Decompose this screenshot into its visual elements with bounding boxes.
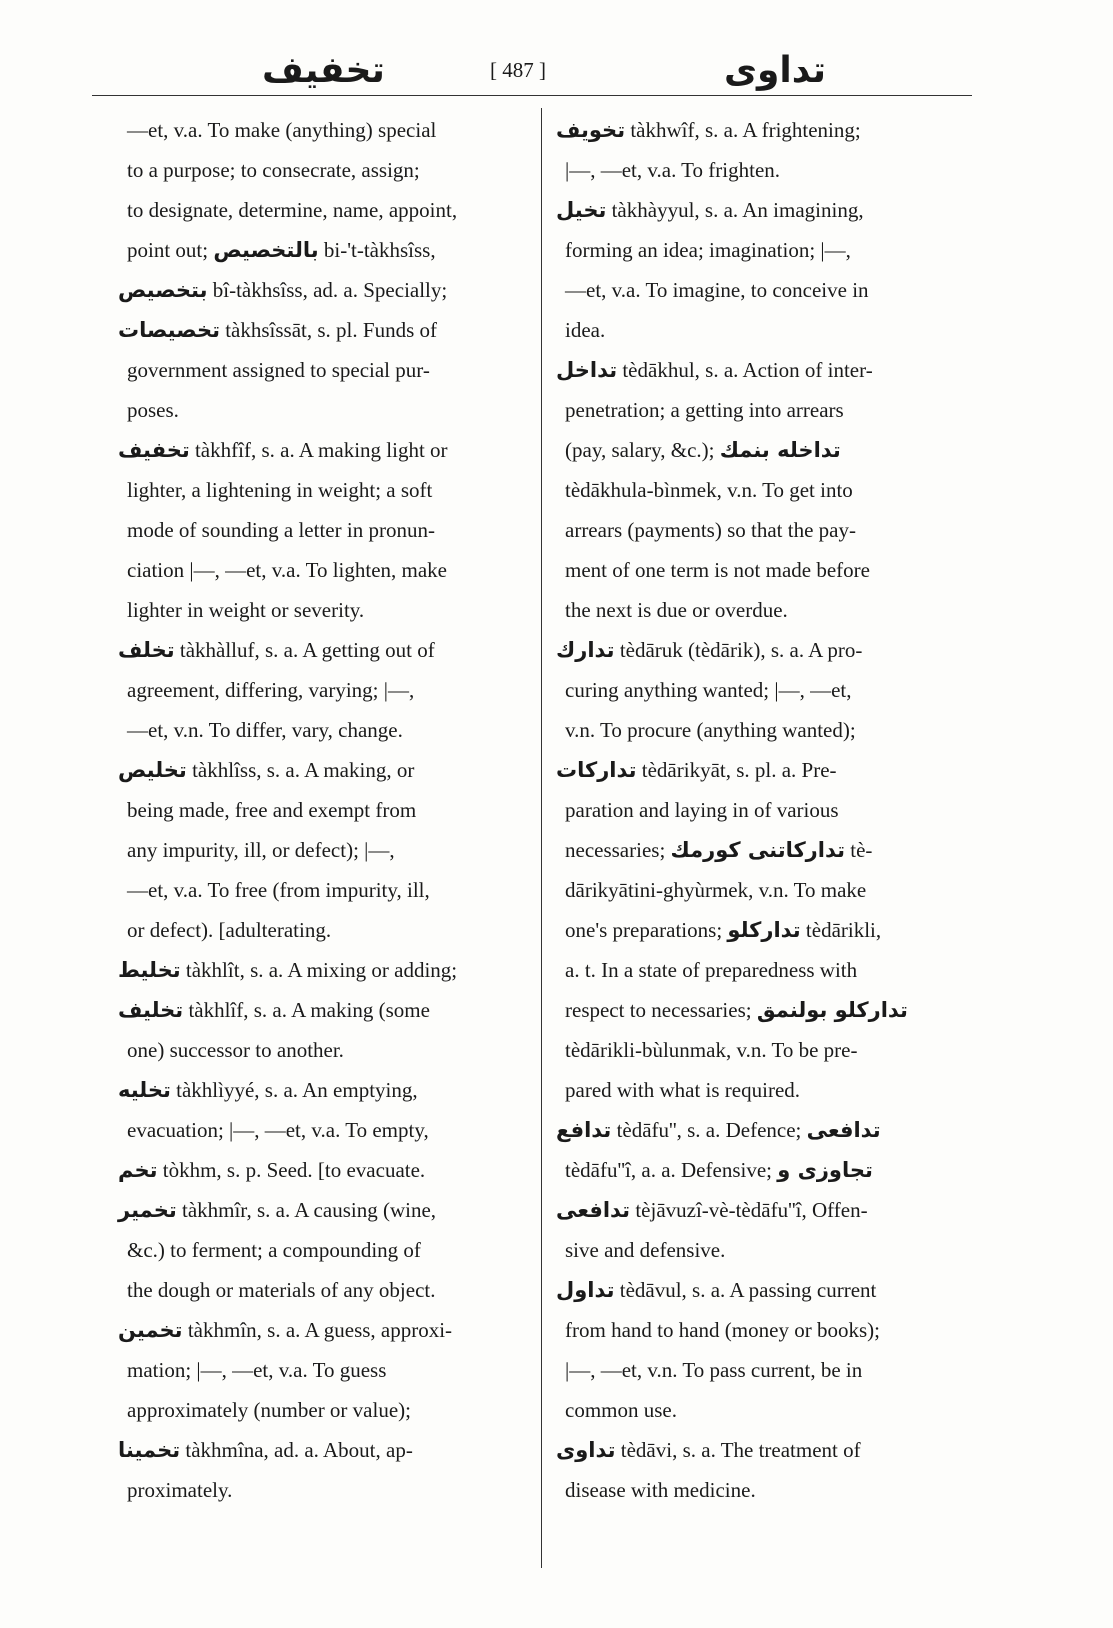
entry-text: the next is due or overdue.: [565, 598, 788, 622]
entry-text: ciation |—, —et, v.a. To lighten, make: [127, 558, 447, 582]
arabic-term: تخويف: [556, 118, 626, 142]
entry-text: poses.: [127, 398, 179, 422]
entry-text: necessaries;: [565, 838, 671, 862]
left-column-line: [118, 1270, 530, 1310]
left-column-line: [118, 1470, 530, 1510]
arabic-term: بالتخصيص: [213, 238, 319, 262]
left-column-line: [118, 270, 530, 310]
arabic-term: تداخل: [556, 358, 618, 382]
left-column-line: [118, 1390, 530, 1430]
left-column-line: [118, 1350, 530, 1390]
right-column-line: [556, 1230, 976, 1270]
entry-text: agreement, differing, varying; |—,: [127, 678, 415, 702]
left-column-line: [118, 710, 530, 750]
arabic-term: تخليه: [118, 1078, 171, 1102]
arabic-term: تدافعى: [556, 1198, 631, 1222]
entry-text: paration and laying in of various: [565, 798, 839, 822]
arabic-term: تداركلو بولنمق: [756, 998, 908, 1022]
entry-text: tòkhm, s. p. Seed. [to evacuate.: [157, 1158, 426, 1182]
arabic-term: تجاوزى و: [777, 1158, 873, 1182]
left-column-line: [118, 830, 530, 870]
entry-text: tàkhwîf, s. a. A frightening;: [625, 118, 861, 142]
entry-text: the dough or materials of any object.: [127, 1278, 436, 1302]
entry-text: tèdāfu''î, a. a. Defensive;: [565, 1158, 778, 1182]
entry-text: —et, v.a. To make (anything) special: [127, 118, 437, 142]
entry-text: one's preparations;: [565, 918, 728, 942]
header-rule: [92, 95, 972, 96]
right-column-line: [556, 270, 976, 310]
entry-text: tàkhlîss, s. a. A making, or: [186, 758, 415, 782]
entry-text: evacuation; |—, —et, v.a. To empty,: [127, 1118, 429, 1142]
left-column: [118, 110, 530, 1510]
entry-text: disease with medicine.: [565, 1478, 756, 1502]
left-column-line: [118, 470, 530, 510]
right-column-line: [556, 870, 976, 910]
left-column-line: [118, 790, 530, 830]
entry-text: penetration; a getting into arrears: [565, 398, 844, 422]
arabic-term: تخفيف: [118, 438, 190, 462]
right-column-line: [556, 1110, 976, 1150]
left-column-line: [118, 870, 530, 910]
arabic-term: تداركلو: [727, 918, 801, 942]
right-column-line: [556, 470, 976, 510]
left-column-line: [118, 1430, 530, 1470]
entry-text: bî-tàkhsîss, ad. a. Specially;: [207, 278, 448, 302]
left-column-line: [118, 1070, 530, 1110]
entry-text: tè-: [845, 838, 873, 862]
left-column-line: [118, 1150, 530, 1190]
entry-text: tèdāfu'', s. a. Defence;: [611, 1118, 807, 1142]
entry-text: tèdāvul, s. a. A passing current: [614, 1278, 877, 1302]
left-column-line: [118, 550, 530, 590]
entry-text: curing anything wanted; |—, —et,: [565, 678, 852, 702]
right-column-line: [556, 230, 976, 270]
right-column-line: [556, 110, 976, 150]
right-column-line: [556, 1190, 976, 1230]
right-running-headword: تداوى: [724, 50, 827, 91]
right-column-line: [556, 1150, 976, 1190]
right-column-line: [556, 1430, 976, 1470]
left-column-line: [118, 230, 530, 270]
entry-text: —et, v.a. To free (from impurity, ill,: [127, 878, 430, 902]
left-column-line: [118, 910, 530, 950]
left-column-line: [118, 150, 530, 190]
left-column-line: [118, 1030, 530, 1070]
arabic-term: تخلف: [118, 638, 175, 662]
right-column-line: [556, 350, 976, 390]
entry-text: tèdākhul, s. a. Action of inter-: [617, 358, 873, 382]
entry-text: to a purpose; to consecrate, assign;: [127, 158, 420, 182]
right-column-line: [556, 1070, 976, 1110]
right-column-line: [556, 390, 976, 430]
arabic-term: تخليط: [118, 958, 181, 982]
entry-text: tàkhlît, s. a. A mixing or adding;: [180, 958, 458, 982]
entry-text: tàkhmîn, s. a. A guess, approxi-: [182, 1318, 453, 1342]
entry-text: pared with what is required.: [565, 1078, 801, 1102]
right-column-line: [556, 430, 976, 470]
page-header: [0, 50, 1113, 100]
right-column-line: [556, 510, 976, 550]
entry-text: respect to necessaries;: [565, 998, 757, 1022]
entry-text: a. t. In a state of preparedness with: [565, 958, 858, 982]
left-column-line: [118, 670, 530, 710]
entry-text: |—, —et, v.a. To frighten.: [565, 158, 781, 182]
entry-text: one) successor to another.: [127, 1038, 344, 1062]
left-column-line: [118, 990, 530, 1030]
right-column-line: [556, 1270, 976, 1310]
right-column-line: [556, 310, 976, 350]
entry-text: tàkhlîf, s. a. A making (some: [183, 998, 430, 1022]
arabic-term: تداخله بنمك: [719, 438, 841, 462]
left-column-line: [118, 1110, 530, 1150]
right-column-line: [556, 630, 976, 670]
arabic-term: تداول: [556, 1278, 615, 1302]
left-column-line: [118, 630, 530, 670]
right-column-line: [556, 1390, 976, 1430]
page-number: [ 487 ]: [490, 58, 546, 82]
entry-text: common use.: [565, 1398, 677, 1422]
right-column-line: [556, 910, 976, 950]
right-column-line: [556, 1350, 976, 1390]
right-column-line: [556, 670, 976, 710]
entry-text: mode of sounding a letter in pronun-: [127, 518, 435, 542]
entry-text: tàkhsîssāt, s. pl. Funds of: [219, 318, 437, 342]
entry-text: government assigned to special pur-: [127, 358, 430, 382]
right-column-line: [556, 790, 976, 830]
right-column-line: [556, 1310, 976, 1350]
entry-text: arrears (payments) so that the pay-: [565, 518, 856, 542]
entry-text: from hand to hand (money or books);: [565, 1318, 880, 1342]
entry-text: tàkhmîna, ad. a. About, ap-: [180, 1438, 413, 1462]
right-column-line: [556, 1470, 976, 1510]
right-column-line: [556, 830, 976, 870]
entry-text: bi-'t-tàkhsîss,: [318, 238, 436, 262]
entry-text: &c.) to ferment; a compounding of: [127, 1238, 421, 1262]
right-column: [556, 110, 976, 1510]
column-divider: [541, 108, 542, 1568]
arabic-term: تخليص: [118, 758, 187, 782]
left-column-line: [118, 1230, 530, 1270]
right-column-line: [556, 990, 976, 1030]
left-column-line: [118, 950, 530, 990]
right-column-line: [556, 950, 976, 990]
arabic-term: تخليف: [118, 998, 184, 1022]
entry-text: tèdākhula-bìnmek, v.n. To get into: [565, 478, 853, 502]
arabic-term: تخم: [118, 1158, 158, 1182]
entry-text: idea.: [565, 318, 606, 342]
entry-text: tàkhmîr, s. a. A causing (wine,: [176, 1198, 437, 1222]
entry-text: v.n. To procure (anything wanted);: [565, 718, 856, 742]
arabic-term: تخيل: [556, 198, 607, 222]
arabic-term: تدافع: [556, 1118, 612, 1142]
arabic-term: تخمين: [118, 1318, 183, 1342]
arabic-term: تداوى: [556, 1438, 616, 1462]
left-column-line: [118, 350, 530, 390]
entry-text: to designate, determine, name, appoint,: [127, 198, 458, 222]
entry-text: tèdāvi, s. a. The treatment of: [615, 1438, 861, 1462]
left-column-line: [118, 590, 530, 630]
entry-text: forming an idea; imagination; |—,: [565, 238, 851, 262]
entry-text: tèdārikli,: [800, 918, 882, 942]
arabic-term: تداركاتنى كورمك: [670, 838, 845, 862]
left-column-line: [118, 430, 530, 470]
right-column-line: [556, 710, 976, 750]
entry-text: point out;: [127, 238, 214, 262]
arabic-term: تدارك: [556, 638, 615, 662]
left-column-line: [118, 190, 530, 230]
right-column-line: [556, 1030, 976, 1070]
left-column-line: [118, 750, 530, 790]
right-column-line: [556, 190, 976, 230]
arabic-term: تدافعى: [806, 1118, 881, 1142]
header-rule-gap: [92, 96, 132, 98]
entry-text: tèjāvuzî-vè-tèdāfu''î, Offen-: [630, 1198, 868, 1222]
entry-text: tèdārikli-bùlunmak, v.n. To be pre-: [565, 1038, 858, 1062]
arabic-term: تخصيصات: [118, 318, 220, 342]
left-column-line: [118, 390, 530, 430]
entry-text: tèdāruk (tèdārik), s. a. A pro-: [614, 638, 863, 662]
right-column-line: [556, 150, 976, 190]
entry-text: approximately (number or value);: [127, 1398, 411, 1422]
arabic-term: تداركات: [556, 758, 637, 782]
entry-text: being made, free and exempt from: [127, 798, 417, 822]
entry-text: tàkhàlluf, s. a. A getting out of: [174, 638, 435, 662]
left-column-line: [118, 1310, 530, 1350]
entry-text: —et, v.a. To imagine, to conceive in: [565, 278, 869, 302]
arabic-term: تخمير: [118, 1198, 177, 1222]
entry-text: lighter, a lightening in weight; a soft: [127, 478, 433, 502]
entry-text: |—, —et, v.n. To pass current, be in: [565, 1358, 863, 1382]
left-running-headword: تخفيف: [262, 50, 385, 91]
entry-text: tàkhàyyul, s. a. An imagining,: [606, 198, 864, 222]
arabic-term: تخمينا: [118, 1438, 181, 1462]
entry-text: any impurity, ill, or defect); |—,: [127, 838, 395, 862]
entry-text: lighter in weight or severity.: [127, 598, 365, 622]
entry-text: tàkhfîf, s. a. A making light or: [189, 438, 448, 462]
entry-text: or defect). [adulterating.: [127, 918, 332, 942]
entry-text: sive and defensive.: [565, 1238, 726, 1262]
left-column-line: [118, 110, 530, 150]
entry-text: ment of one term is not made before: [565, 558, 870, 582]
right-column-line: [556, 550, 976, 590]
left-column-line: [118, 1190, 530, 1230]
left-column-line: [118, 510, 530, 550]
entry-text: proximately.: [127, 1478, 233, 1502]
right-column-line: [556, 750, 976, 790]
entry-text: tèdārikyāt, s. pl. a. Pre-: [636, 758, 837, 782]
entry-text: mation; |—, —et, v.a. To guess: [127, 1358, 387, 1382]
entry-text: (pay, salary, &c.);: [565, 438, 720, 462]
entry-text: —et, v.n. To differ, vary, change.: [127, 718, 403, 742]
entry-text: tàkhlìyyé, s. a. An emptying,: [170, 1078, 418, 1102]
left-column-line: [118, 310, 530, 350]
arabic-term: بتخصيص: [118, 278, 208, 302]
entry-text: dārikyātini-ghyùrmek, v.n. To make: [565, 878, 867, 902]
right-column-line: [556, 590, 976, 630]
